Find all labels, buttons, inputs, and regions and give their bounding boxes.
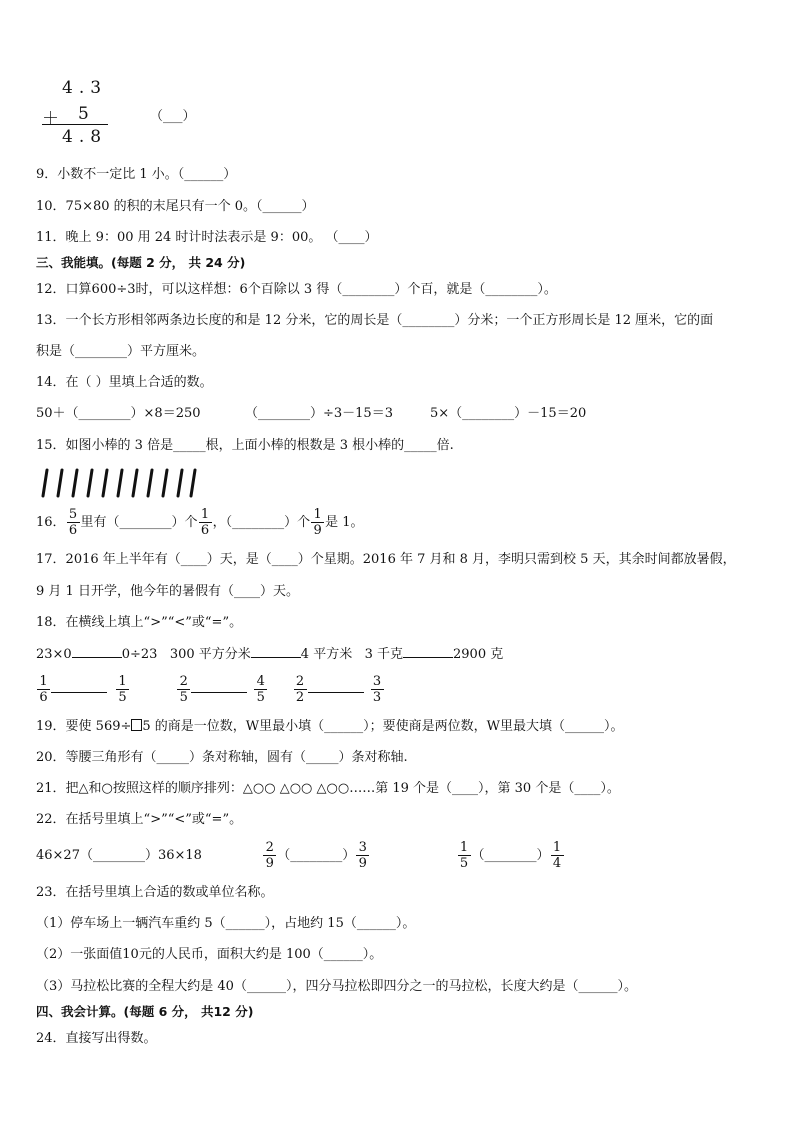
q18-row2 — [36, 672, 385, 708]
vertical-result: 4.8 — [62, 127, 108, 147]
q24: 24．直接写出得数。 — [36, 1031, 157, 1046]
q19: 19．要使 569÷ 5 的商是一位数，W里最小填（______）；要使商是两位数，W里最大填（______）。 — [36, 719, 624, 734]
vertical-sign: ＋ — [42, 109, 65, 129]
q12: 12．口算600÷3时，可以这样想：6个百除以 3 得（________）个百，就是（________）。 — [36, 282, 557, 297]
fraction: $\frac{2}{5}$ — [178, 674, 189, 705]
q14-eq3: 5×（________）－15＝20 — [430, 406, 587, 421]
fraction-1-9: $\frac{1}{9}$ — [312, 507, 323, 538]
fraction-5-6: $\frac{5}{6}$ — [68, 507, 79, 538]
q18-row1: 23×0 0÷23 300 平方分米 4 平方米 3 千克 2900 克 — [36, 647, 504, 662]
q9: 9．小数不一定比 1 小。（______） — [36, 167, 237, 182]
q14: 14．在（ ）里填上合适的数。 — [36, 375, 213, 390]
q10: 10．75×80 的积的末尾只有一个 0。（______） — [36, 199, 315, 214]
fraction: $\frac{4}{5}$ — [255, 674, 266, 705]
q13-line2: 积是（________）平方厘米。 — [36, 344, 206, 359]
vertical-top: 4.3 — [62, 78, 108, 98]
fraction-1-4: $\frac{1}{4}$ — [552, 840, 563, 871]
section-4-title: 四、我会计算。(每题 6 分， 共12 分) — [36, 1004, 254, 1019]
box-placeholder — [131, 719, 142, 731]
section-3-title: 三、我能填。(每题 2 分， 共 24 分) — [36, 255, 246, 270]
q14-eq2: （________）÷3－15＝3 — [245, 406, 393, 421]
vertical-answer: （___） — [150, 109, 196, 124]
q11: 11．晚上 9：00 用 24 时计时法表示是 9：00。 （____） — [36, 230, 378, 245]
q17-line2: 9 月 1 日开学，他今年的暑假有（____）天。 — [36, 584, 299, 599]
q14-eq1: 50＋（________）×8＝250 — [36, 406, 201, 421]
fraction: $\frac{3}{3}$ — [372, 674, 383, 705]
fraction-1-5: $\frac{1}{5}$ — [459, 840, 470, 871]
q22-row: 46×27（________）36×18 $\frac{2}{9}$ （________） $\frac{3}{9}$ $\frac{1}{5}$ （________） $\frac{1}{4}$ — [36, 838, 565, 874]
fraction: $\frac{1}{6}$ — [38, 674, 49, 705]
q13-line1: 13．一个长方形相邻两条边长度的和是 12 分米，它的周长是（________）分米；一个正方形周长是 12 厘米，它的面 — [36, 313, 714, 328]
q21: 21．把△和○按照这样的顺序排列：△○○ △○○ △○○……第 19 个是（____），第 30 个是（____）。 — [36, 781, 620, 796]
q22: 22．在括号里填上“>”“<”或“=”。 — [36, 812, 243, 827]
fraction: $\frac{1}{5}$ — [117, 674, 128, 705]
vertical-line — [42, 124, 108, 125]
q18: 18．在横线上填上“>”“<”或“=”。 — [36, 615, 243, 630]
sticks-figure — [36, 468, 198, 498]
q15: 15．如图小棒的 3 倍是_____根，上面小棒的根数是 3 根小棒的_____倍. — [36, 438, 454, 453]
fraction-3-9: $\frac{3}{9}$ — [357, 840, 368, 871]
vertical-mid: 5 — [78, 104, 95, 124]
q23-2: （2）一张面值10元的人民币，面积大约是 100（______）。 — [36, 947, 383, 962]
q23-1: （1）停车场上一辆汽车重约 5（______），占地约 15（______）。 — [36, 916, 416, 931]
fraction-1-6: $\frac{1}{6}$ — [200, 507, 211, 538]
q23: 23．在括号里填上合适的数或单位名称。 — [36, 885, 274, 900]
q17-line1: 17．2016 年上半年有（____）天，是（____）个星期。2016 年 7 月和 8 月，李明只需到校 5 天，其余时间都放暑假， — [36, 552, 736, 567]
q23-3: （3）马拉松比赛的全程大约是 40（______），四分马拉松即四分之一的马拉松，长度大约是（______）。 — [36, 979, 637, 994]
q20: 20．等腰三角形有（_____）条对称轴，圆有（_____）条对称轴. — [36, 750, 408, 765]
q16: 16． $\frac{5}{6}$ 里有（________）个 $\frac{1}{6}$ ，（________）个 $\frac{1}{9}$ 是 1。 — [36, 507, 364, 538]
fraction: $\frac{2}{2}$ — [295, 674, 306, 705]
fraction-2-9: $\frac{2}{9}$ — [264, 840, 275, 871]
